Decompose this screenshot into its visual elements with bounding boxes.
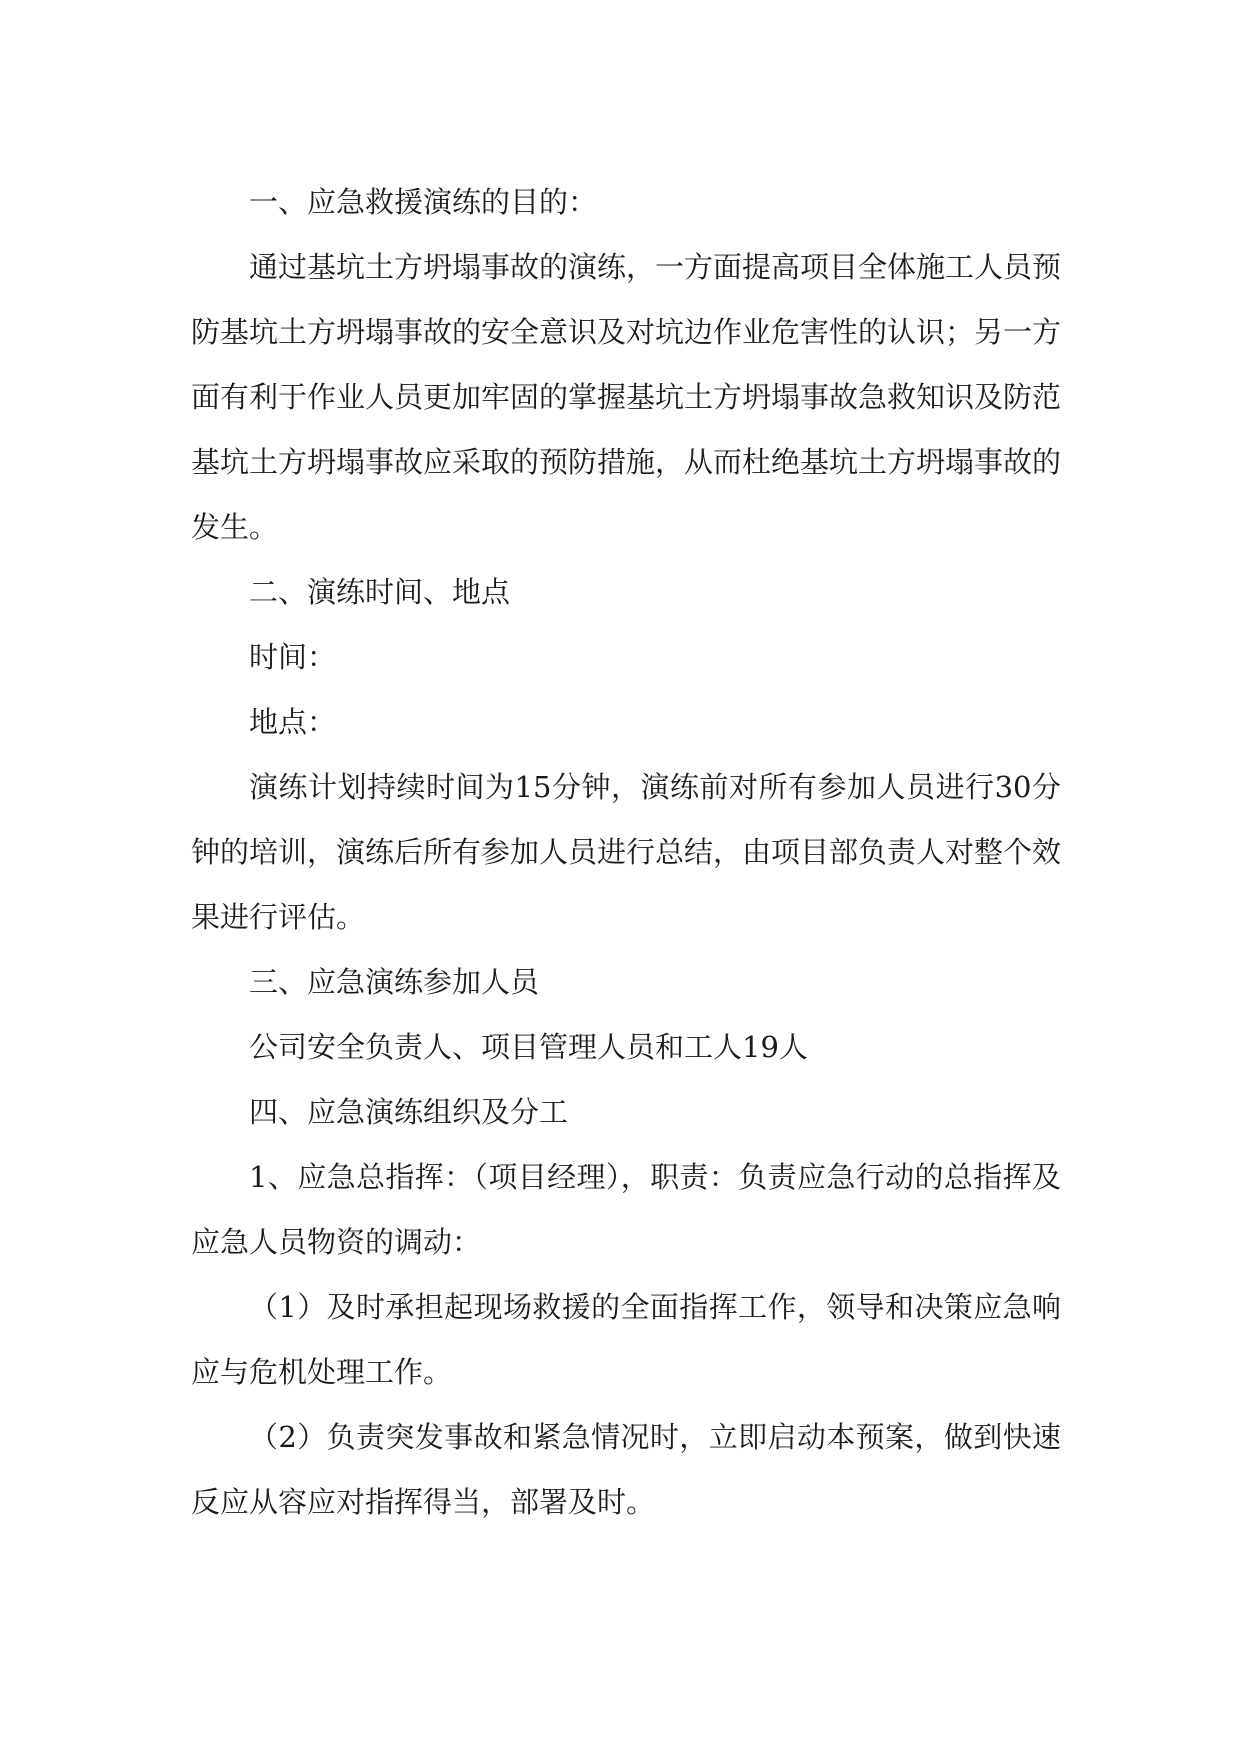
paragraph-duty-1: （1）及时承担起现场救援的全面指挥工作，领导和决策应急响应与危机处理工作。: [191, 1290, 1061, 1389]
paragraph-place: 地点：: [249, 705, 337, 739]
section-heading-participants: 三、应急演练参加人员: [249, 965, 540, 999]
paragraph-commander: 1、应急总指挥：（项目经理），职责：负责应急行动的总指挥及应急人员物资的调动：: [191, 1160, 1061, 1259]
paragraph-duty-2: （2）负责突发事故和紧急情况时，立即启动本预案，做到快速反应从容应对指挥得当，部署及时。: [191, 1420, 1061, 1519]
paragraph-participants: 公司安全负责人、项目管理人员和工人19人: [249, 1030, 808, 1064]
section-heading-organization: 四、应急演练组织及分工: [249, 1095, 569, 1129]
paragraph-time: 时间：: [249, 640, 337, 674]
section-heading-purpose: 一、应急救援演练的目的：: [249, 185, 598, 219]
section-heading-time-place: 二、演练时间、地点: [249, 575, 511, 609]
document-body: [191, 170, 1061, 1535]
paragraph-purpose: 通过基坑土方坍塌事故的演练，一方面提高项目全体施工人员预防基坑土方坍塌事故的安全意识及对坑边作业危害性的认识；另一方面有利于作业人员更加牢固的掌握基坑土方坍塌事故急救知识及防范基坑土方坍塌事故应采取的预防措施，从而杜绝基坑土方坍塌事故的发生。: [191, 250, 1062, 544]
paragraph-duration: 演练计划持续时间为15分钟，演练前对所有参加人员进行30分钟的培训，演练后所有参加人员进行总结，由项目部负责人对整个效果进行评估。: [191, 770, 1062, 934]
